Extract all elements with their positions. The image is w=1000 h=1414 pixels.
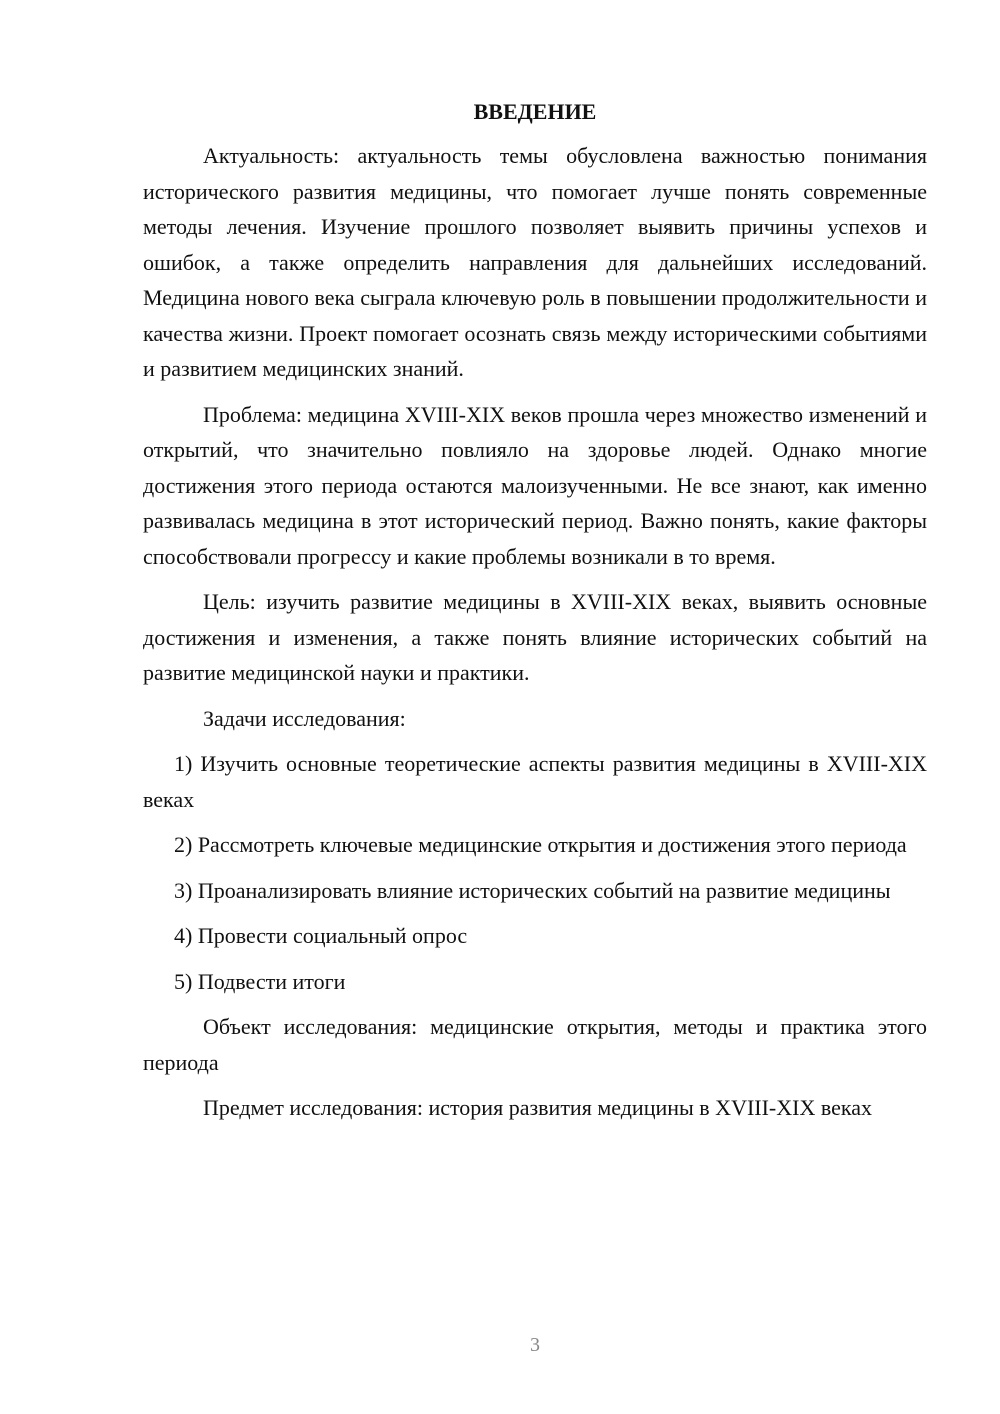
task-item-2: 2) Рассмотреть ключевые медицинские открытия и достижения этого периода xyxy=(174,832,907,857)
page-content xyxy=(143,96,927,1136)
task-item-1: 1) Изучить основные теоретические аспекты развития медицины в XVIII-XIX веках xyxy=(143,751,927,812)
paragraph-object: Объект исследования: медицинские открытия, методы и практика этого периода xyxy=(143,1014,927,1075)
task-item-4: 4) Провести социальный опрос xyxy=(174,923,468,948)
task-item-5: 5) Подвести итоги xyxy=(174,968,346,994)
paragraph-tasks-heading: Задачи исследования: xyxy=(203,705,406,731)
section-title: ВВЕДЕНИЕ xyxy=(473,99,597,124)
page-number: 3 xyxy=(530,1334,540,1356)
paragraph-goal: Цель: изучить развитие медицины в XVIII-XIX веках, выявить основные достижения и изменения, а также понять влияние исторических событий на развитие медицинской науки и практики. xyxy=(143,589,927,685)
task-item-3: 3) Проанализировать влияние исторических событий на развитие медицины xyxy=(174,877,891,903)
paragraph-problem: Проблема: медицина XVIII-XIX веков прошла через множество изменений и открытий, что значительно повлияло на здоровье людей. Однако многие достижения этого периода остаются малоизученными. Не все знают, как именно развивалась медицина в этот исторический период. Важно понять, какие факторы способствовали прогрессу и какие проблемы возникали в то время. xyxy=(143,401,927,569)
paragraph-relevance: Актуальность: актуальность темы обусловлена важностью понимания исторического развития медицины, что помогает лучше понять современные методы лечения. Изучение прошлого позволяет выявить причины успехов и ошибок, а также определить направления для дальнейших исследований. Медицина нового века сыграла ключевую роль в повышении продолжительности и качества жизни. Проект помогает осознать связь между историческими событиями и развитием медицинских знаний. xyxy=(143,143,927,381)
paragraph-subject: Предмет исследования: история развития медицины в XVIII-XIX веках xyxy=(203,1095,873,1120)
